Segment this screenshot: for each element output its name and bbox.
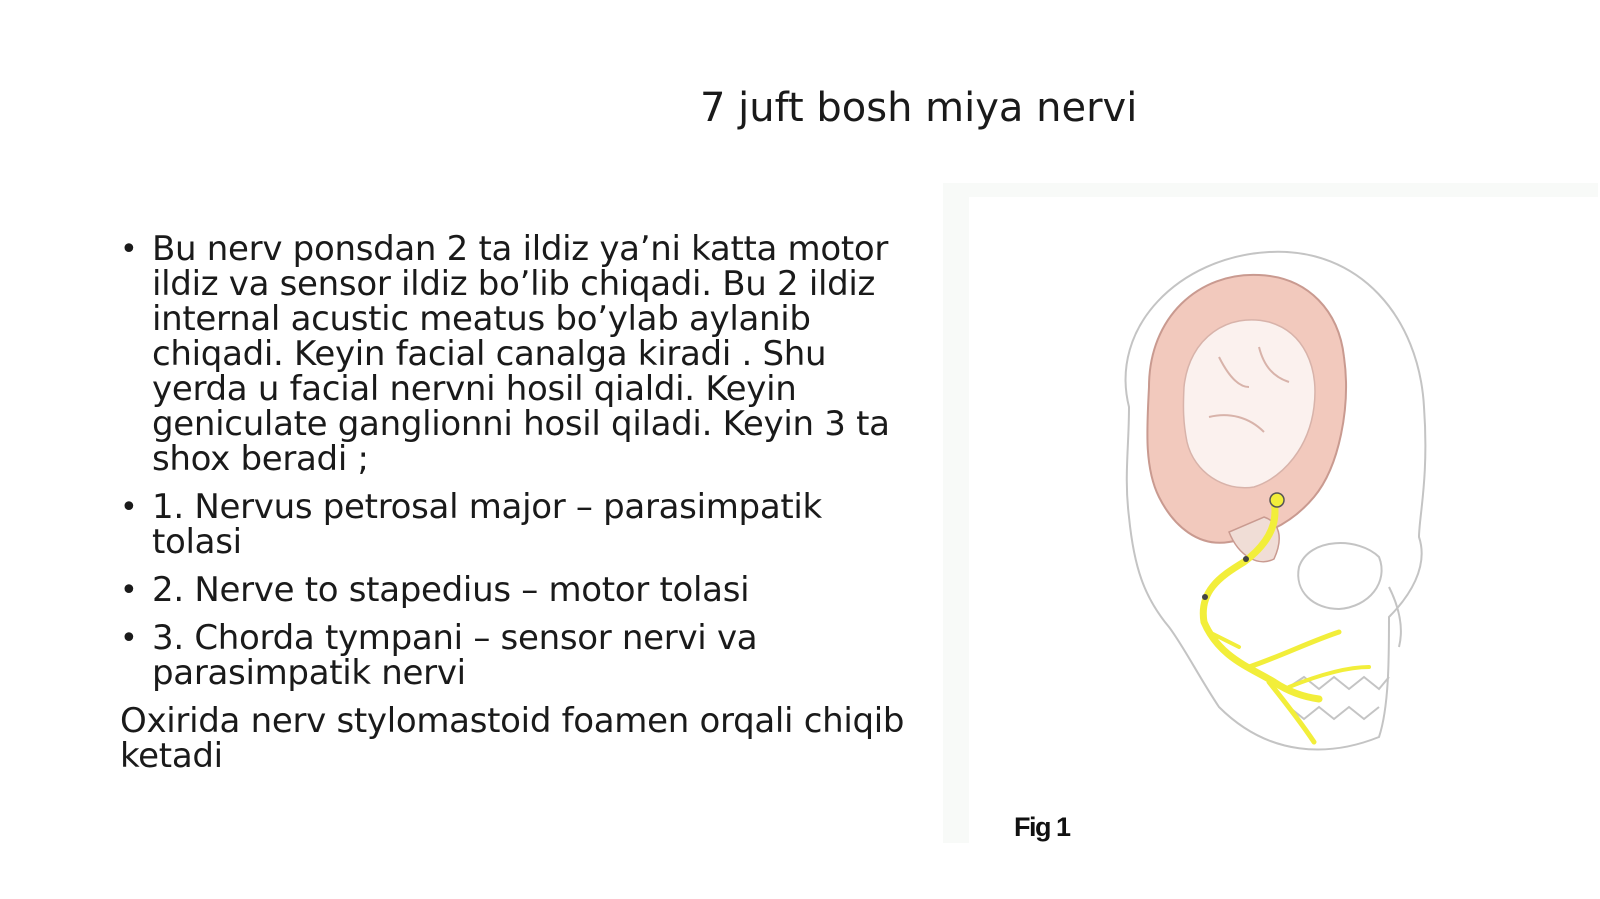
bullet-text: 3. Chorda tympani – sensor nervi va parasimpatik nervi (152, 618, 758, 693)
bullet-dot-icon: • (120, 573, 138, 608)
skull-brain-facial-nerve-illustration-icon (1089, 237, 1449, 777)
bullet-text: 2. Nerve to stapedius – motor tolasi (152, 570, 750, 610)
bullet-item (120, 570, 920, 610)
bullet-dot-icon: • (120, 232, 138, 267)
figure-panel (943, 183, 1598, 843)
closing-text: Oxirida nerv stylomastoid foamen orqali chiqib ketadi (120, 701, 905, 776)
slide-title: 7 juft bosh miya nervi (700, 85, 1138, 131)
bullet-item (120, 487, 920, 562)
bullet-text: Bu nerv ponsdan 2 ta ildiz ya’ni katta motor ildiz va sensor ildiz bo’lib chiqadi. Bu 2 ildiz internal acustic meatus bo’ylab aylanib chiqadi. Keyin facial canalga kiradi . Shu yerda u facial nervni hosil qialdi. Keyin geniculate ganglionni hosil qiladi. Keyin 3 ta shox beradi ; (152, 229, 890, 479)
figure-frame (969, 197, 1598, 843)
bullet-item (120, 618, 920, 693)
bullet-list (120, 229, 920, 693)
bullet-dot-icon: • (120, 490, 138, 525)
bullet-text: 1. Nervus petrosal major – parasimpatik tolasi (152, 487, 822, 562)
bullet-dot-icon: • (120, 621, 138, 656)
slide-body (120, 229, 920, 776)
figure-label: Fig 1 (1014, 812, 1070, 842)
bullet-item (120, 229, 920, 479)
